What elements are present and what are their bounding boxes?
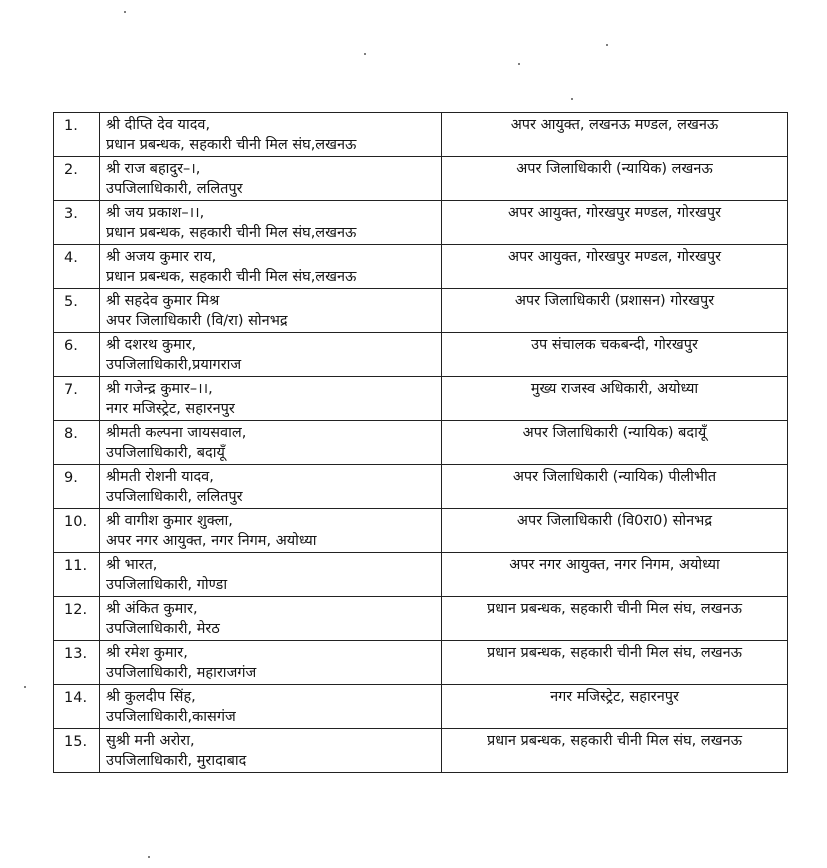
- officer-name: श्री रमेश कुमार,: [106, 645, 188, 661]
- officer-name: श्री भारत,: [106, 557, 158, 573]
- new-post: अपर जिलाधिकारी (न्यायिक) पीलीभीत: [442, 465, 788, 509]
- new-post: अपर जिलाधिकारी (न्यायिक) बदायूँ: [442, 421, 788, 465]
- table-row: [54, 597, 788, 641]
- table-row: [54, 509, 788, 553]
- table-row: [54, 421, 788, 465]
- new-post: अपर आयुक्त, लखनऊ मण्डल, लखनऊ: [442, 113, 788, 157]
- officer-name: श्री जय प्रकाश–।।,: [106, 205, 205, 221]
- scan-speck: [518, 63, 520, 65]
- table-row: [54, 685, 788, 729]
- new-post: प्रधान प्रबन्धक, सहकारी चीनी मिल संघ, लखनऊ: [442, 597, 788, 641]
- serial-number: 5.: [54, 289, 100, 333]
- officer-cell: [100, 641, 442, 685]
- new-post: प्रधान प्रबन्धक, सहकारी चीनी मिल संघ, लखनऊ: [442, 729, 788, 773]
- transfer-table: [53, 112, 788, 773]
- officer-name: श्री अंकित कुमार,: [106, 601, 198, 617]
- current-post: उपजिलाधिकारी, ललितपुर: [106, 489, 243, 505]
- serial-number: 1.: [54, 113, 100, 157]
- officer-name: श्री गजेन्द्र कुमार–।।,: [106, 381, 213, 397]
- table-row: [54, 113, 788, 157]
- serial-number: 10.: [54, 509, 100, 553]
- table-row: [54, 641, 788, 685]
- scan-speck: [124, 11, 126, 13]
- table-row: [54, 465, 788, 509]
- officer-cell: [100, 113, 442, 157]
- table-row: [54, 333, 788, 377]
- officer-cell: [100, 377, 442, 421]
- new-post: अपर आयुक्त, गोरखपुर मण्डल, गोरखपुर: [442, 245, 788, 289]
- officer-cell: [100, 465, 442, 509]
- current-post: उपजिलाधिकारी, बदायूँ: [106, 445, 225, 461]
- serial-number: 4.: [54, 245, 100, 289]
- serial-number: 14.: [54, 685, 100, 729]
- officer-cell: [100, 245, 442, 289]
- current-post: उपजिलाधिकारी, गोण्डा: [106, 577, 228, 593]
- scan-speck: [606, 44, 608, 46]
- officer-name: श्री दशरथ कुमार,: [106, 337, 197, 353]
- table-row: [54, 157, 788, 201]
- current-post: उपजिलाधिकारी, ललितपुर: [106, 181, 243, 197]
- table-row: [54, 245, 788, 289]
- scan-speck: [148, 856, 150, 858]
- serial-number: 2.: [54, 157, 100, 201]
- new-post: उप संचालक चकबन्दी, गोरखपुर: [442, 333, 788, 377]
- officer-cell: [100, 289, 442, 333]
- current-post: उपजिलाधिकारी,प्रयागराज: [106, 357, 242, 373]
- officer-cell: [100, 201, 442, 245]
- table-row: [54, 289, 788, 333]
- serial-number: 8.: [54, 421, 100, 465]
- new-post: अपर आयुक्त, गोरखपुर मण्डल, गोरखपुर: [442, 201, 788, 245]
- new-post: नगर मजिस्ट्रेट, सहारनपुर: [442, 685, 788, 729]
- current-post: प्रधान प्रबन्धक, सहकारी चीनी मिल संघ,लखनऊ: [106, 269, 357, 285]
- officer-name: श्रीमती कल्पना जायसवाल,: [106, 425, 247, 441]
- new-post: अपर जिलाधिकारी (प्रशासन) गोरखपुर: [442, 289, 788, 333]
- officer-cell: [100, 553, 442, 597]
- serial-number: 3.: [54, 201, 100, 245]
- officer-name: श्री अजय कुमार राय,: [106, 249, 217, 265]
- table-row: [54, 377, 788, 421]
- current-post: प्रधान प्रबन्धक, सहकारी चीनी मिल संघ,लखनऊ: [106, 137, 357, 153]
- table-row: [54, 729, 788, 773]
- transfer-table-body: [54, 113, 788, 773]
- officer-name: सुश्री मनी अरोरा,: [106, 733, 195, 749]
- serial-number: 11.: [54, 553, 100, 597]
- current-post: प्रधान प्रबन्धक, सहकारी चीनी मिल संघ,लखनऊ: [106, 225, 357, 241]
- new-post: अपर जिलाधिकारी (वि0रा0) सोनभद्र: [442, 509, 788, 553]
- new-post: अपर जिलाधिकारी (न्यायिक) लखनऊ: [442, 157, 788, 201]
- officer-name: श्री सहदेव कुमार मिश्र: [106, 293, 220, 309]
- current-post: उपजिलाधिकारी, मेरठ: [106, 621, 220, 637]
- officer-cell: [100, 509, 442, 553]
- current-post: उपजिलाधिकारी, मुरादाबाद: [106, 753, 247, 769]
- table-row: [54, 553, 788, 597]
- current-post: उपजिलाधिकारी, महाराजगंज: [106, 665, 257, 681]
- current-post: अपर जिलाधिकारी (वि/रा) सोनभद्र: [106, 313, 288, 329]
- officer-name: श्री राज बहादुर–।,: [106, 161, 201, 177]
- scan-speck: [24, 686, 26, 688]
- officer-name: श्री दीप्ति देव यादव,: [106, 117, 211, 133]
- new-post: प्रधान प्रबन्धक, सहकारी चीनी मिल संघ, लखनऊ: [442, 641, 788, 685]
- scan-speck: [364, 53, 366, 55]
- officer-cell: [100, 729, 442, 773]
- officer-cell: [100, 421, 442, 465]
- officer-cell: [100, 685, 442, 729]
- officer-name: श्री कुलदीप सिंह,: [106, 689, 196, 705]
- serial-number: 6.: [54, 333, 100, 377]
- scan-speck: [571, 98, 573, 100]
- officer-cell: [100, 157, 442, 201]
- current-post: उपजिलाधिकारी,कासगंज: [106, 709, 236, 725]
- new-post: मुख्य राजस्व अधिकारी, अयोध्या: [442, 377, 788, 421]
- current-post: नगर मजिस्ट्रेट, सहारनपुर: [106, 401, 235, 417]
- serial-number: 13.: [54, 641, 100, 685]
- officer-cell: [100, 333, 442, 377]
- new-post: अपर नगर आयुक्त, नगर निगम, अयोध्या: [442, 553, 788, 597]
- current-post: अपर नगर आयुक्त, नगर निगम, अयोध्या: [106, 533, 317, 549]
- serial-number: 12.: [54, 597, 100, 641]
- serial-number: 9.: [54, 465, 100, 509]
- table-row: [54, 201, 788, 245]
- officer-name: श्रीमती रोशनी यादव,: [106, 469, 214, 485]
- officer-name: श्री वागीश कुमार शुक्ला,: [106, 513, 233, 529]
- serial-number: 15.: [54, 729, 100, 773]
- serial-number: 7.: [54, 377, 100, 421]
- officer-cell: [100, 597, 442, 641]
